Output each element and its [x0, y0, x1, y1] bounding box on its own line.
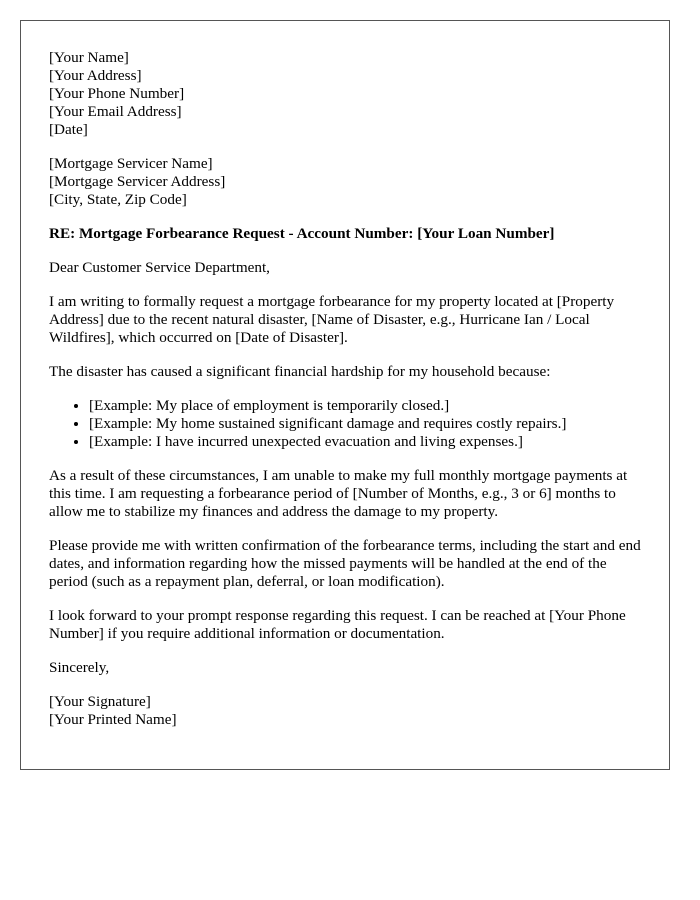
signature-block	[49, 693, 649, 729]
salutation: Dear Customer Service Department,	[49, 259, 270, 276]
recipient-address: [Mortgage Servicer Address]	[49, 173, 226, 190]
sender-phone: [Your Phone Number]	[49, 85, 185, 102]
result-paragraph: As a result of these circumstances, I am unable to make my full monthly mortgage payments at this time. I am requesting a forbearance period of [Number of Months, e.g., 3 or 6] months to allow me to stabilize my finances and address the damage to my property.	[49, 467, 628, 520]
recipient-name: [Mortgage Servicer Name]	[49, 155, 213, 172]
sign-off: Sincerely,	[49, 659, 110, 676]
list-item: • [Example: My place of employment is temporarily closed.]	[89, 397, 649, 415]
signature-line: [Your Signature]	[49, 693, 151, 710]
confirmation-paragraph: Please provide me with written confirmation of the forbearance terms, including the start and end dates, and information regarding how the missed payments will be handled at the end of the period (such as a repayment plan, deferral, or loan modification).	[49, 537, 641, 590]
subject-line: RE: Mortgage Forbearance Request - Account Number: [Your Loan Number]	[49, 225, 555, 242]
sender-email: [Your Email Address]	[49, 103, 182, 120]
recipient-block	[49, 155, 649, 209]
hardship-reasons-list	[49, 397, 649, 451]
recipient-city-state-zip: [City, State, Zip Code]	[49, 191, 187, 208]
list-item: • [Example: My home sustained significant damage and requires costly repairs.]	[89, 415, 649, 433]
hardship-lead-paragraph: The disaster has caused a significant financial hardship for my household because:	[49, 363, 551, 380]
printed-name-line: [Your Printed Name]	[49, 711, 177, 728]
letter-date: [Date]	[49, 121, 88, 138]
letter-document	[20, 20, 670, 770]
sender-name: [Your Name]	[49, 49, 129, 66]
sender-address: [Your Address]	[49, 67, 142, 84]
intro-paragraph: I am writing to formally request a mortgage forbearance for my property located at [Property Address] due to the recent natural disaster, [Name of Disaster, e.g., Hurricane Ian / Local Wildfires], which occurred on [Date of Disaster].	[49, 293, 615, 346]
list-item: • [Example: I have incurred unexpected evacuation and living expenses.]	[89, 433, 649, 451]
closing-paragraph: I look forward to your prompt response regarding this request. I can be reached at [Your Phone Number] if you require additional information or documentation.	[49, 607, 626, 642]
sender-block	[49, 49, 649, 139]
